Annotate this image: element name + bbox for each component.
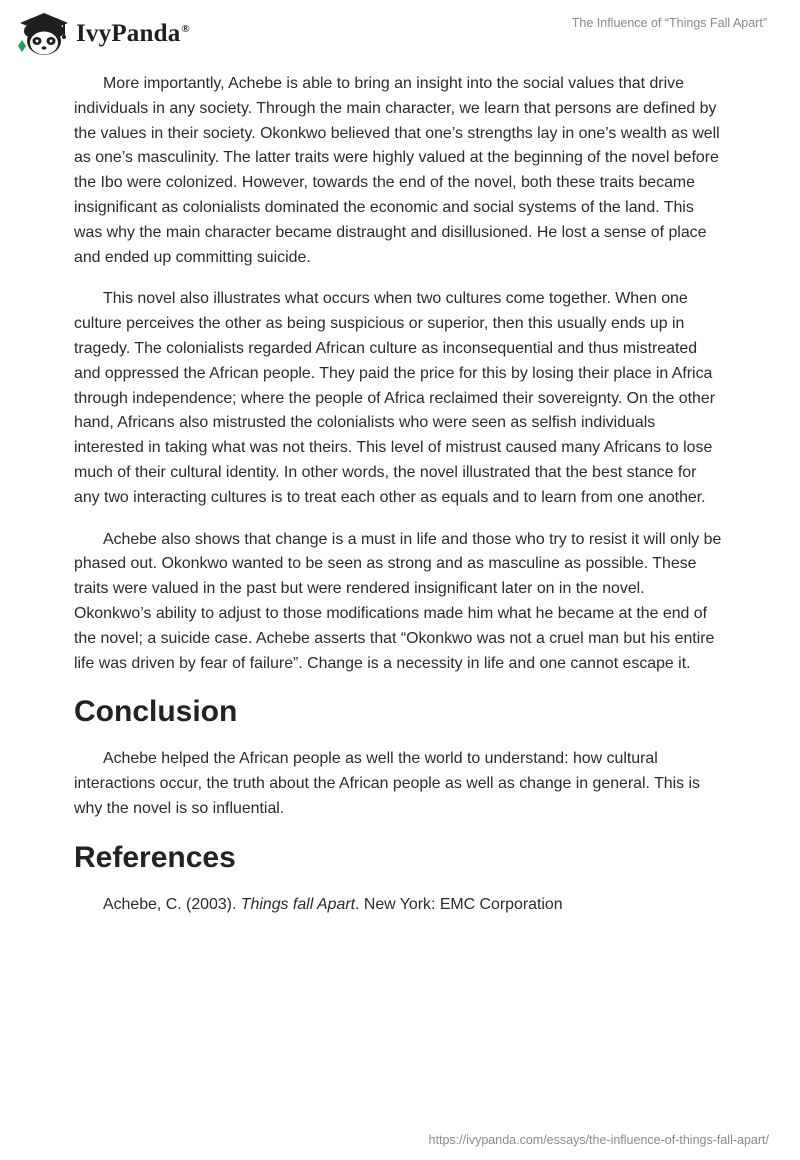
panda-graduate-icon [16, 10, 72, 58]
conclusion-heading: Conclusion [74, 695, 238, 729]
reference-author-year: Achebe, C. (2003). [103, 895, 241, 913]
body-paragraph: Achebe also shows that change is a must in life and those who try to resist it will only be phased out. Okonkwo wanted to be seen as strong and as masculine as possible. These traits were valued in the past but were rendered insignificant later on in the novel. Okonkwo’s ability to adjust to those modifications made him what he became at the end of the novel; a suicide case. Achebe asserts that “Okonkwo was not a cruel man but his entire life was driven by fear of failure”. Change is a necessity in life and one cannot escape it. [74, 530, 722, 672]
conclusion-paragraph: Achebe helped the African people as well the world to understand: how cultural interactions occur, the truth about the African people as well as change in general. This is why the novel is so influential. [74, 750, 700, 817]
brand-name: IvyPanda® [76, 20, 190, 47]
body-paragraph: This novel also illustrates what occurs when two cultures come together. When one culture perceives the other as being suspicious or superior, then this usually ends up in tragedy. The colonialists regarded African culture as inconsequential and thus mistreated and oppressed the African people. They paid the price for this by losing their place in Africa through independence; where the people of Africa reclaimed their sovereignty. On the other hand, Africans also mistrusted the colonialists who were seen as selfish individuals interested in taking what was not theirs. This level of mistrust caused many Africans to lose much of their cultural identity. In other words, the novel illustrated that the best stance for any two interacting cultures is to treat each other as equals and to learn from one another. [74, 290, 716, 506]
reference-title: Things fall Apart [240, 895, 356, 913]
reference-publisher: . New York: EMC Corporation [355, 895, 563, 913]
references-heading: References [74, 840, 236, 874]
body-paragraph: More importantly, Achebe is able to bring an insight into the social values that drive individuals in any society. Through the main character, we learn that persons are defined by the values in their society. Okonkwo believed that one’s strengths lay in one’s wealth as well as one’s masculinity. The latter traits were highly valued at the beginning of the novel before the Ibo were colonized. However, towards the end of the novel, both these traits became insignificant as colonialists dominated the economic and social systems of the land. This was why the main character became distraught and disillusioned. He lost a sense of place and ended up committing suicide. [74, 75, 720, 266]
ivypanda-logo[interactable] [16, 10, 190, 58]
running-title: The Influence of “Things Fall Apart” [571, 16, 767, 30]
reference-item [74, 893, 726, 918]
source-url[interactable]: https://ivypanda.com/essays/the-influence-of-things-fall-apart/ [428, 1133, 769, 1147]
essay-content [74, 72, 726, 918]
registered-mark: ® [181, 22, 190, 35]
